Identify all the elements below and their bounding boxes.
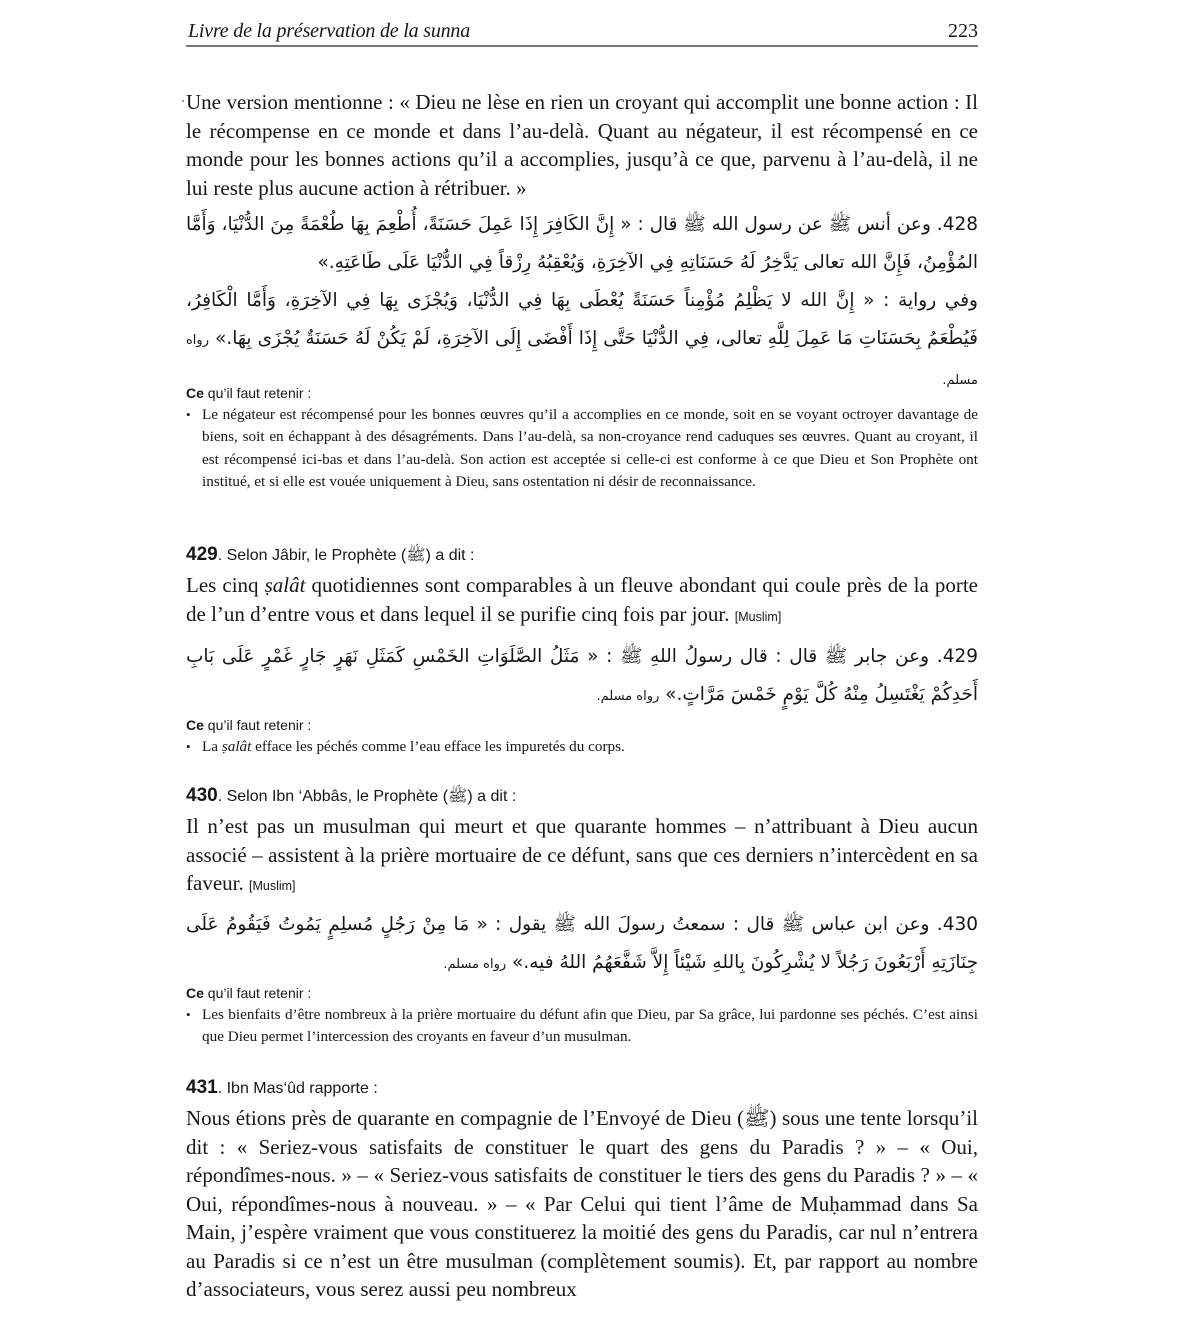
retain-bullet-text-b: efface les péchés comme l’eau efface les impuretés du corps. (251, 738, 625, 755)
retain-bullet-text-a: La (202, 738, 222, 755)
hadith-431-number: 431 (186, 1077, 218, 1098)
hadith-429-text (186, 571, 978, 631)
hadith-429 (186, 544, 978, 631)
hadith-430-arabic-text: 430. وعن ابن عباس ﷺ قال : سمعتُ رسولَ الله ﷺ يقول : « مَا مِنْ رَجُلٍ مُسلِمٍ يَمُوتُ فَيَقُومُ عَلَى جِنَازَتِهِ أَرْبَعُونَ رَجُلاً لا يُشْرِكُونَ بِاللهِ شَيْئاً إِلاَّ شَفَّعَهُمُ اللهُ فيه.» (186, 914, 978, 973)
hadith-430-body: Il n’est pas un musulman qui meurt et que quarante hommes – n’attribuant à Dieu aucun associé – assistent à la prière mortuaire de ce défunt, sans que ces derniers n’intercèdent en sa faveur. (186, 814, 978, 895)
hadith-428-retain (186, 384, 978, 493)
bullet-icon: • (186, 739, 191, 754)
retain-bullet (186, 736, 978, 758)
retain-label-rest: qu’il faut retenir : (203, 985, 312, 1001)
hadith-429-italic-term: ṣalât (264, 573, 306, 597)
retain-label-bold: Ce (186, 717, 204, 733)
hadith-429-arabic-source: رواه مسلم. (596, 689, 660, 704)
retain-bullet-italic: ṣalât (221, 738, 252, 755)
hadith-431-text (186, 1104, 978, 1304)
hadith-431-intro: . Ibn Mas‘ûd rapporte : (217, 1080, 378, 1097)
hadith-428-arabic-1: 428. وعن أنس ﷺ عن رسول الله ﷺ قال : « إِنَّ الكَافِرَ إِذَا عَمِلَ حَسَنَةً، أُطْعِمَ بِهَا طُعْمَةً مِنَ الدُّنْيَا، وَأَمَّا المُؤْمِنُ، فَإِنَّ الله تعالى يَدَّخِرُ لَهُ حَسَنَاتِهِ فِي الآخِرَةِ، وَيُعْقِبُهُ رِزْقاً فِي الدُّنْيَا عَلَى طَاعَتِهِ.» (186, 214, 978, 273)
running-head (186, 18, 978, 46)
hadith-430-retain (186, 984, 978, 1049)
retain-bullet-text: Le négateur est récompensé pour les bonnes œuvres qu’il a accomplies en ce monde, soit en se voyant octroyer davantage de biens, soit en échappant à des désagréments. Dans l’au-delà, sa non-croyance rend caduques ses œuvres. Quant au croyant, il est récompensé ici-bas et dans l’au-delà. Son action est acceptée si celle-ci est conforme à ce que Dieu et Son Prophète ont institué, et si elle est vouée uniquement à Dieu, sans ostentation ni désir de reconnaissance. (202, 406, 978, 490)
retain-label (186, 384, 978, 402)
retain-label-rest: qu’il faut retenir : (203, 717, 312, 733)
hadith-429-text-a: Les cinq (186, 573, 265, 597)
hadith-430-arabic-source: رواه مسلم. (443, 957, 507, 972)
running-head-title: Livre de la préservation de la sunna (188, 20, 471, 42)
hadith-431-body: Nous étions près de quarante en compagnie de l’Envoyé de Dieu (ﷺ) sous une tente lorsqu’il dit : « Seriez-vous satisfaits de constituer le quart des gens du Paradis ? » – « Oui, répondîmes-nous. » – « Seriez-vous satisfaits de constituer le tiers des gens du Paradis ? » – « Oui, répondîmes-nous à nouveau. » – « Par Celui qui tient l’âme de Muḥammad dans Sa Main, j’espère vraiment que vous constituerez la moitié des gens du Paradis, car nul n’entrera au Paradis si ce n’est un être musulman (complètement soumis). Et, par rapport au nombre d’associateurs, vous serez aussi peu nombreux (186, 1106, 978, 1301)
hadith-431-heading (186, 1077, 978, 1100)
retain-label-bold: Ce (186, 985, 204, 1001)
bullet-icon: • (186, 407, 191, 422)
hadith-428-arabic-2-text: وفي رواية : « إِنَّ الله لا يَظْلِمُ مُؤْمِناً حَسَنَةً يُعْطَى بِهَا فِي الدُّنْيَا، وَيُجْزَى بِهَا فِي الآخِرَةِ، وَأَمَّا الْكَافِرُ، فَيُطْعَمُ بِحَسَنَاتِ مَا عَمِلَ لِلَّهِ تعالى، فِي الدُّنْيَا حَتَّى إِذَا أَفْضَى إِلَى الآخِرَةِ، لَمْ يَكُنْ لَهُ حَسَنَةٌ يُجْزَى بِهَا.» (186, 290, 978, 349)
hadith-429-number: 429 (186, 544, 218, 565)
hadith-430-arabic (186, 906, 978, 984)
retain-label-rest: qu’il faut retenir : (203, 385, 312, 401)
hadith-429-intro: . Selon Jâbir, le Prophète (ﷺ) a dit : (217, 547, 475, 564)
page-number: 223 (948, 20, 978, 42)
hadith-429-retain (186, 716, 978, 758)
hadith-430 (186, 785, 978, 901)
hadith-428-arabic-2 (186, 282, 978, 400)
intro-paragraph (186, 88, 978, 202)
retain-bullet (186, 1004, 978, 1049)
retain-bullet (186, 404, 978, 493)
hadith-429-arabic-text: 429. وعن جابر ﷺ قال : قال رسولُ اللهِ ﷺ : « مَثَلُ الصَّلَوَاتِ الخَمْسِ كَمَثَلِ نَهَرٍ جَارٍ غَمْرٍ عَلَى بَابِ أَحَدِكُمْ يَغْتَسِلُ مِنْهُ كُلَّ يَوْمٍ خَمْسَ مَرَّاتٍ.» (186, 646, 978, 705)
hadith-428-arabic (186, 206, 978, 400)
hadith-429-text-b: quotidiennes sont comparables à un fleuve abondant qui coule près de la porte de l’un d’entre vous et dans lequel il se purifie cinq fois par jour. (186, 573, 978, 626)
retain-bullet-text: Les bienfaits d’être nombreux à la prière mortuaire du défunt afin que Dieu, par Sa grâce, lui pardonne ses péchés. C’est ainsi que Dieu permet l’intercession des croyants en faveur d’un musulman. (202, 1006, 978, 1046)
header-rule (186, 45, 978, 47)
hadith-430-intro: . Selon Ibn ‘Abbâs, le Prophète (ﷺ) a dit : (217, 788, 517, 805)
hadith-430-number: 430 (186, 785, 218, 806)
retain-label (186, 984, 978, 1002)
hadith-429-reference: [Muslim] (734, 609, 782, 624)
hadith-431 (186, 1077, 978, 1304)
margin-speck (182, 100, 184, 102)
hadith-429-arabic (186, 638, 978, 716)
retain-label-bold: Ce (186, 385, 204, 401)
hadith-430-reference: [Muslim] (248, 879, 296, 893)
hadith-429-heading (186, 544, 978, 567)
intro-text: Une version mentionne : « Dieu ne lèse en rien un croyant qui accomplit une bonne action : Il le récompense en ce monde et dans l’au-delà. Quant au négateur, il est récompensé en ce monde pour les bonnes actions qu’il a accomplies, jusqu’à ce que, parvenu à l’au-delà, il ne lui reste plus aucune action à rétribuer. » (186, 90, 978, 200)
hadith-428-arabic-source: رواه مسلم. (186, 333, 978, 388)
retain-label (186, 716, 978, 734)
hadith-430-heading (186, 785, 978, 808)
hadith-430-text (186, 812, 978, 901)
bullet-icon: • (186, 1007, 191, 1022)
